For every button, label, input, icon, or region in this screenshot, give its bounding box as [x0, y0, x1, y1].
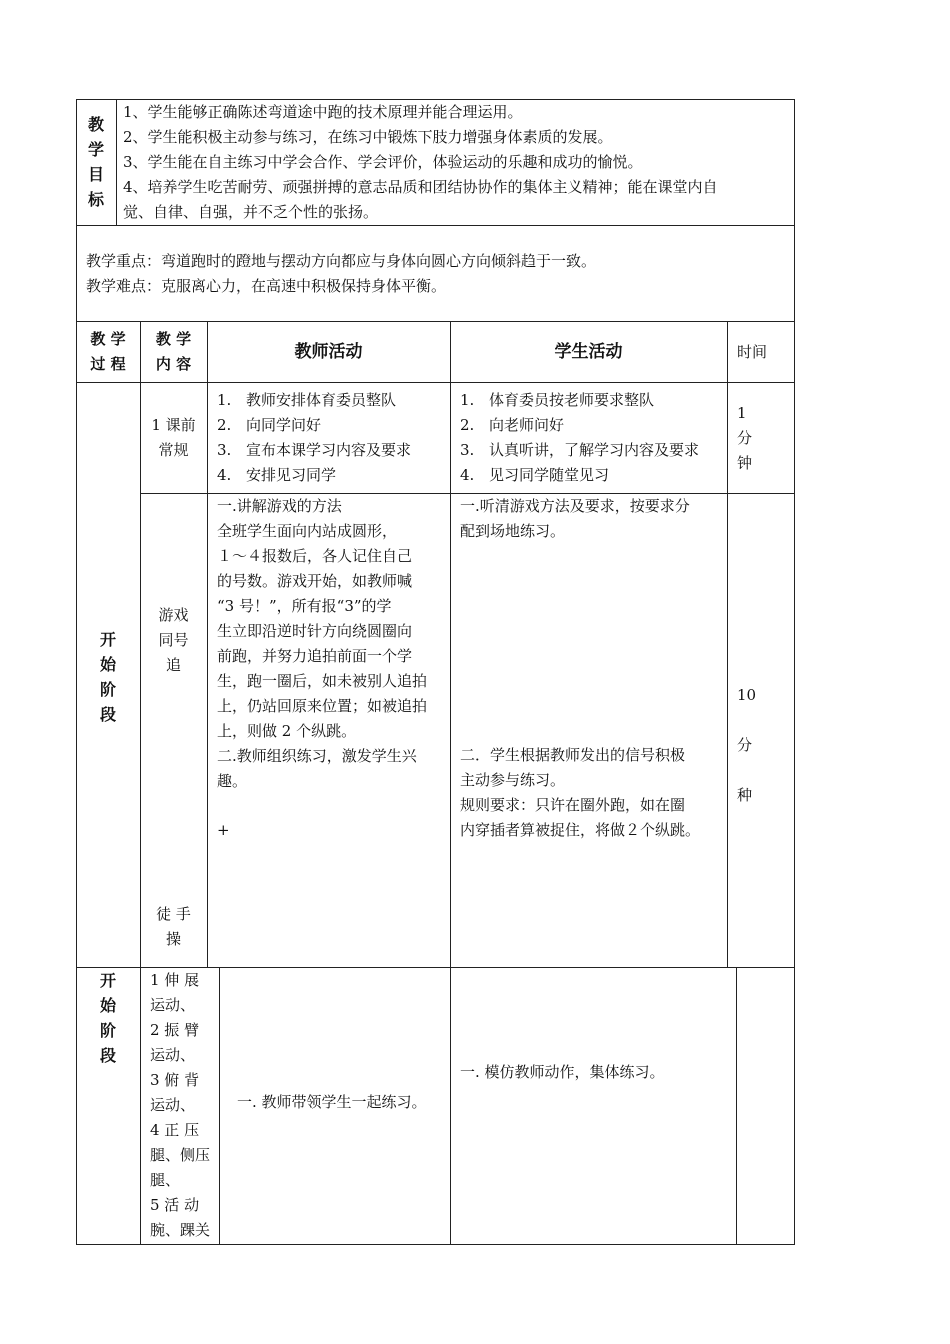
text-line: “3 号！”，所有报“3”的学	[217, 597, 392, 615]
list-number: 4.	[460, 466, 475, 484]
header-time: 时间	[737, 343, 768, 361]
header-content-line: 内 容	[155, 355, 192, 373]
content-line: 3 俯 背	[150, 1071, 200, 1089]
list-item	[217, 463, 411, 488]
text-line: 一.听清游戏方法及要求，按要求分	[460, 497, 690, 515]
objectives-divider	[116, 99, 117, 225]
text-line: 内穿插者算被捉住，将做２个纵跳。	[460, 821, 701, 839]
objective-item: 1、学生能够正确陈述弯道途中跑的技术原理并能合理运用。	[123, 103, 523, 121]
objectives-heading-char: 学	[87, 140, 104, 159]
row-divider	[76, 321, 795, 322]
content-line: 5 活 动	[150, 1196, 200, 1214]
col-divider	[450, 967, 451, 1244]
time-line: 分	[737, 736, 753, 754]
list-item	[460, 388, 699, 413]
header-process-line: 教 学	[90, 330, 126, 348]
list-number: 1.	[217, 391, 232, 409]
list-number: 1.	[460, 391, 475, 409]
time-routine	[737, 401, 752, 476]
stage-char: 始	[99, 996, 116, 1015]
content-line: 腕、踝关	[150, 1221, 211, 1239]
key-point: 教学重点：弯道跑时的蹬地与摆动方向都应与身体向圆心方向倾斜趋于一致。	[86, 252, 597, 270]
list-text: 见习同学随堂见习	[489, 466, 610, 484]
stage-char: 段	[99, 1046, 116, 1065]
teacher-plus-mark: +	[217, 821, 230, 839]
list-item	[460, 463, 699, 488]
header-teacher: 教师活动	[294, 342, 363, 362]
time-line: 10	[737, 686, 757, 704]
stage-char: 开	[99, 971, 116, 990]
focus-block	[86, 249, 596, 299]
objective-item: 2、学生能积极主动参与练习，在练习中锻炼下肢力增强身体素质的发展。	[123, 128, 613, 146]
student-warmup-text: 一. 模仿教师动作，集体练习。	[460, 1063, 665, 1081]
col-divider	[727, 321, 728, 967]
row-divider	[76, 225, 795, 226]
text-line: 的号数。游戏开始，如教师喊	[217, 572, 413, 590]
objective-item: 4、培养学生吃苦耐劳、顽强拼搏的意志品质和团结协协作的集体主义精神；能在课堂内自	[123, 178, 718, 196]
text-line: 二．学生根据教师发出的信号积极	[460, 746, 686, 764]
table-border-left	[76, 99, 77, 1245]
row-divider	[76, 382, 795, 383]
stage-label	[90, 968, 126, 1068]
header-student: 学生活动	[554, 342, 623, 362]
content-line: 1 伸 展	[150, 971, 200, 989]
objectives-heading-char: 目	[87, 165, 104, 184]
content-line: 1 课前	[151, 416, 196, 434]
col-divider	[207, 321, 208, 967]
text-line: 二.教师组织练习，激发学生兴	[217, 747, 417, 765]
text-line: 趣。	[217, 772, 248, 790]
list-number: 3.	[460, 441, 475, 459]
list-text: 教师安排体育委员整队	[246, 391, 397, 409]
list-item	[460, 438, 699, 463]
list-number: 2.	[460, 416, 475, 434]
col-divider	[140, 967, 141, 1244]
content-warmup-list	[150, 968, 210, 1243]
col-divider	[736, 967, 737, 1244]
stage-char: 阶	[99, 1021, 116, 1040]
content-line: 腿、	[150, 1171, 181, 1189]
text-line: 全班学生面向内站成圆形，	[217, 522, 398, 540]
list-number: 3.	[217, 441, 232, 459]
student-routine-list	[460, 388, 699, 488]
text-line: 配到场地练习。	[460, 522, 566, 540]
list-item	[460, 413, 699, 438]
teacher-routine-list	[217, 388, 411, 488]
objectives-list	[123, 100, 718, 225]
stage-label	[90, 627, 126, 727]
list-number: 4.	[217, 466, 232, 484]
text-line: 前跑，并努力追拍前面一个学	[217, 647, 413, 665]
list-text: 安排见习同学	[246, 466, 337, 484]
col-divider	[450, 321, 451, 967]
text-line: １～４报数后，各人记住自己	[217, 547, 413, 565]
objectives-heading-char: 标	[87, 190, 104, 209]
stage-char: 段	[99, 705, 116, 724]
content-line: 2 振 臂	[150, 1021, 200, 1039]
content-line: 同号	[158, 631, 189, 649]
content-line: 运动、	[150, 1096, 196, 1114]
objectives-heading-char: 教	[87, 115, 104, 134]
table-border-right	[794, 99, 795, 1245]
header-process	[76, 327, 140, 377]
header-process-line: 过 程	[90, 355, 126, 373]
objectives-heading	[80, 112, 112, 212]
text-line: 上，则做 2 个纵跳。	[217, 722, 357, 740]
student-game-bottom	[460, 743, 700, 843]
content-line: 徒 手	[156, 905, 191, 923]
list-number: 2.	[217, 416, 232, 434]
text-line: 生，跑一圈后，如未被别人追拍	[217, 672, 428, 690]
list-item	[217, 413, 411, 438]
stage-char: 开	[99, 630, 116, 649]
text-line: 规则要求：只许在圈外跑，如在圈	[460, 796, 686, 814]
list-item	[217, 388, 411, 413]
time-line: 1	[737, 404, 747, 422]
stage-char: 始	[99, 655, 116, 674]
list-text: 体育委员按老师要求整队	[489, 391, 655, 409]
stage-char: 阶	[99, 680, 116, 699]
content-game	[140, 603, 207, 678]
content-line: 4 正 压	[150, 1121, 200, 1139]
content-line: 腿、侧压	[150, 1146, 211, 1164]
content-exercise	[140, 902, 207, 952]
time-line: 分	[737, 429, 753, 447]
content-line: 常规	[158, 441, 189, 459]
difficulty-point: 教学难点：克服离心力，在高速中积极保持身体平衡。	[86, 277, 447, 295]
objective-item: 3、学生能在自主练习中学会合作、学会评价，体验运动的乐趣和成功的愉悦。	[123, 153, 643, 171]
objective-item: 觉、自律、自强，并不乏个性的张扬。	[123, 203, 379, 221]
list-text: 认真听讲，了解学习内容及要求	[489, 441, 700, 459]
list-text: 向同学问好	[246, 416, 322, 434]
text-line: 上，仍站回原来位置；如被追拍	[217, 697, 428, 715]
time-line: 钟	[737, 454, 753, 472]
list-text: 向老师问好	[489, 416, 565, 434]
text-line: 生立即沿逆时针方向绕圆圈向	[217, 622, 413, 640]
student-game-top	[460, 494, 690, 544]
header-content-line: 教 学	[155, 330, 192, 348]
content-line: 游戏	[158, 606, 189, 624]
text-line: 一.讲解游戏的方法	[217, 497, 342, 515]
content-line: 运动、	[150, 1046, 196, 1064]
list-text: 宣布本课学习内容及要求	[246, 441, 412, 459]
content-line: 操	[165, 930, 181, 948]
text-line: 主动参与练习。	[460, 771, 566, 789]
list-item	[217, 438, 411, 463]
header-content	[140, 327, 207, 377]
content-line: 追	[165, 656, 181, 674]
time-line: 种	[737, 786, 753, 804]
teacher-game-text	[217, 494, 427, 794]
content-routine	[140, 413, 207, 463]
table-border-bottom	[76, 1244, 795, 1245]
col-divider	[219, 967, 220, 1244]
time-game	[737, 670, 756, 820]
teacher-warmup-text: 一. 教师带领学生一起练习。	[237, 1093, 427, 1111]
content-line: 运动、	[150, 996, 196, 1014]
